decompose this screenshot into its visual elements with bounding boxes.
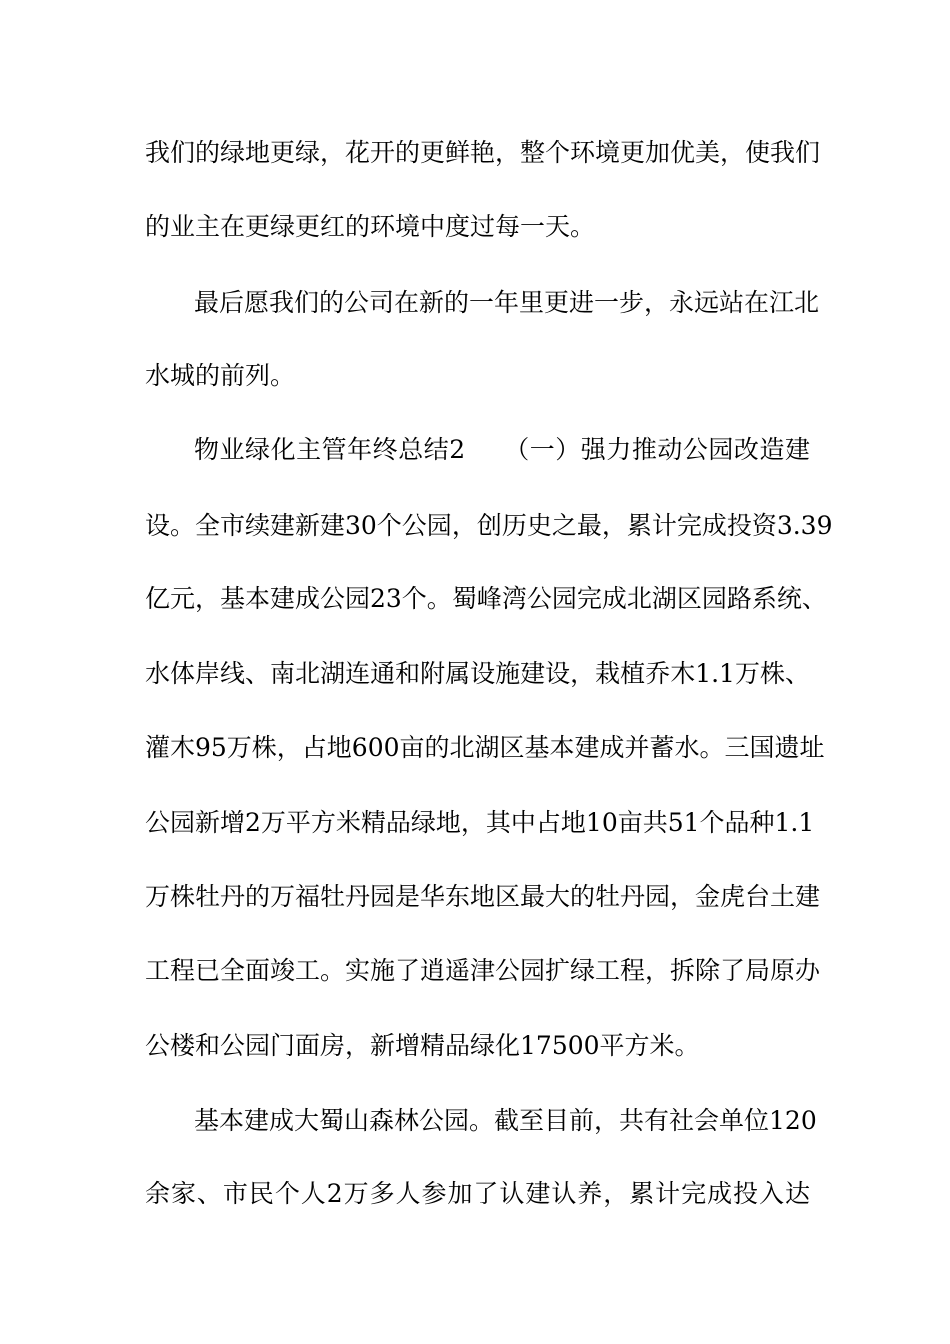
paragraph-3-line-5: 灌木95万株，占地600亩的北湖区基本建成并蓄水。三国遗址 bbox=[145, 733, 825, 762]
paragraph-3-line-1: 物业绿化主管年终总结2 （一）强力推动公园改造建 bbox=[194, 435, 810, 464]
paragraph-3-line-6: 公园新增2万平方米精品绿地，其中占地10亩共51个品种1.1 bbox=[145, 808, 815, 837]
paragraph-3-line-9: 公楼和公园门面房，新增精品绿化17500平方米。 bbox=[145, 1031, 700, 1060]
paragraph-4-line-1: 基本建成大蜀山森林公园。截至目前，共有社会单位120 bbox=[194, 1106, 817, 1135]
paragraph-1-line-1: 我们的绿地更绿，花开的更鲜艳，整个环境更加优美，使我们 bbox=[145, 138, 821, 167]
paragraph-3-line-8: 工程已全面竣工。实施了逍遥津公园扩绿工程，拆除了局原办 bbox=[145, 956, 821, 985]
paragraph-4-line-2: 余家、市民个人2万多人参加了认建认养，累计完成投入达 bbox=[145, 1179, 810, 1208]
paragraph-1-line-2: 的业主在更绿更红的环境中度过每一天。 bbox=[145, 212, 596, 241]
paragraph-3-line-7: 万株牡丹的万福牡丹园是华东地区最大的牡丹园，金虎台土建 bbox=[145, 882, 821, 911]
paragraph-2-line-2: 水城的前列。 bbox=[145, 361, 296, 390]
paragraph-3-line-2: 设。全市续建新建30个公园，创历史之最，累计完成投资3.39 bbox=[145, 511, 833, 540]
paragraph-2-line-1: 最后愿我们的公司在新的一年里更进一步，永远站在江北 bbox=[194, 288, 820, 317]
paragraph-3-line-4: 水体岸线、南北湖连通和附属设施建设，栽植乔木1.1万株、 bbox=[145, 659, 810, 688]
paragraph-3-line-3: 亿元，基本建成公园23个。蜀峰湾公园完成北湖区园路系统、 bbox=[145, 584, 827, 613]
